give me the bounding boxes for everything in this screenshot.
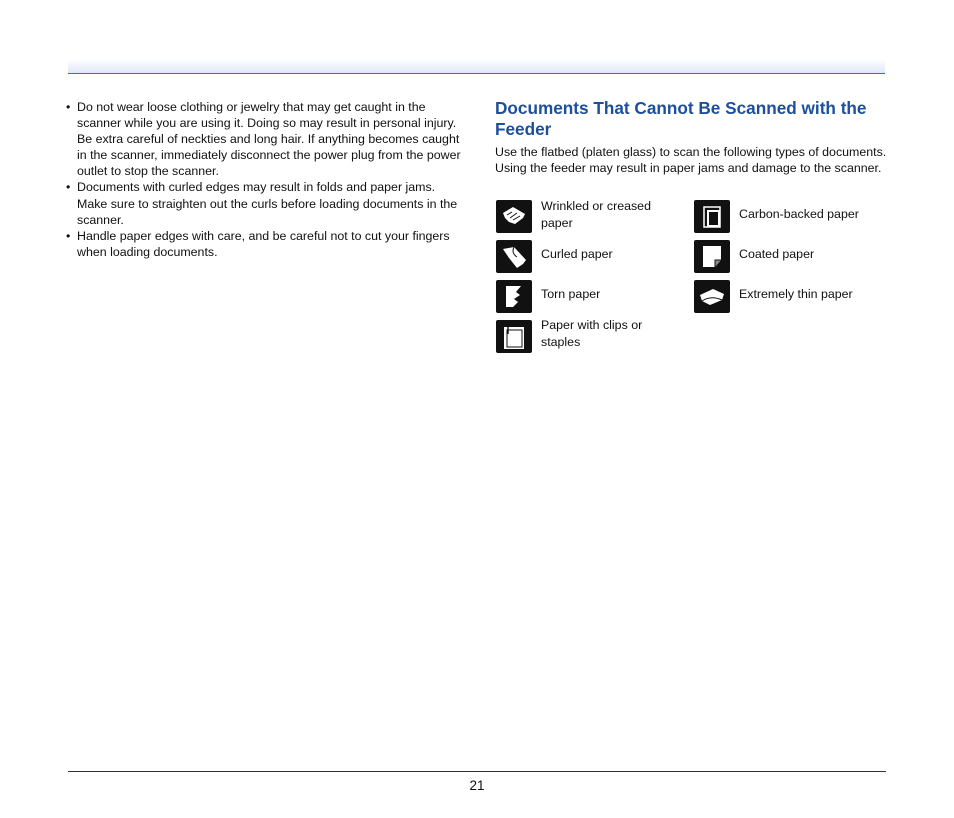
document-type-label: Wrinkled or creased paper: [541, 199, 651, 230]
curled-paper-icon: [496, 240, 532, 273]
document-type-item: [694, 280, 884, 314]
precautions-list: [66, 99, 461, 260]
bullet-icon: •: [66, 180, 71, 195]
document-type-label: Paper with clips or staples: [541, 318, 643, 349]
list-item-text: Handle paper edges with care, and be careful not to cut your fingers when loading documents.: [77, 228, 450, 259]
document-type-item: [496, 280, 686, 314]
list-item-text: Documents with curled edges may result in folds and paper jams. Make sure to straighten out the curls before loading documents in the scanner.: [77, 180, 458, 227]
footer-rule: [68, 771, 886, 772]
unscannable-documents-section: [495, 98, 887, 177]
document-type-label: Extremely thin paper: [739, 287, 853, 301]
list-item: [66, 228, 461, 260]
document-type-item: [694, 240, 884, 274]
header-band: [68, 52, 885, 74]
coated-paper-icon: [694, 240, 730, 273]
wrinkled-paper-icon: [496, 200, 532, 233]
precautions-column: [66, 99, 461, 260]
bullet-icon: •: [66, 100, 71, 114]
document-type-item: [496, 240, 686, 274]
document-type-label: Carbon-backed paper: [739, 207, 859, 221]
page-number: 21: [469, 778, 485, 793]
list-item: [66, 99, 461, 179]
thin-paper-icon: [694, 280, 730, 313]
document-type-label: Coated paper: [739, 247, 815, 261]
carbon-backed-paper-icon: [694, 200, 730, 233]
bullet-icon: •: [66, 228, 71, 243]
document-type-label: Torn paper: [541, 287, 601, 301]
list-item: [66, 179, 461, 227]
document-type-item: [496, 200, 686, 234]
section-title: Documents That Cannot Be Scanned with the Feeder: [495, 98, 867, 139]
clipped-paper-icon: [496, 320, 532, 353]
document-type-item: [496, 320, 686, 354]
document-type-label: Curled paper: [541, 247, 613, 261]
section-intro: Use the flatbed (platen glass) to scan the following types of documents. Using the feeder may result in paper jams and damage to the scanner.: [495, 145, 887, 175]
list-item-text: Do not wear loose clothing or jewelry that may get caught in the scanner while you are using it. Doing so may result in personal injury. Be extra careful of neckties and long hair. If anything becomes caught in the scanner, immediately disconnect the power plug from the power outlet to stop the scanner.: [77, 100, 461, 179]
torn-paper-icon: [496, 280, 532, 313]
document-type-item: [694, 200, 884, 234]
